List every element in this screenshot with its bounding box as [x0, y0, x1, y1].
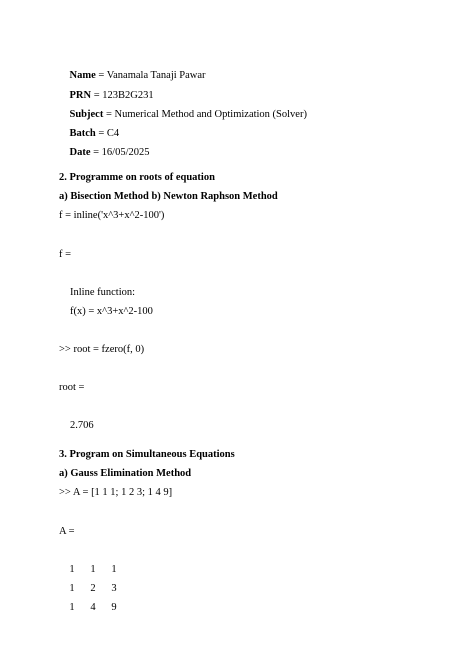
date-label: Date — [69, 147, 91, 158]
prn-value: = 123B2G231 — [91, 90, 154, 101]
matrix-cell: 3 — [111, 583, 117, 594]
section2-output-inline-function: Inline function: — [70, 287, 136, 298]
date-line — [59, 133, 150, 172]
prn-label: PRN — [69, 90, 92, 101]
section3-title: 3. Program on Simultaneous Equations — [59, 449, 235, 460]
section2-output-root-value: 2.706 — [70, 420, 94, 431]
section2-command-fzero: >> root = fzero(f, 0) — [59, 344, 145, 355]
matrix-cell: 2 — [90, 583, 96, 594]
date-value: = 16/05/2025 — [90, 147, 150, 158]
subject-value: = Numerical Method and Optimization (Solver) — [103, 109, 307, 120]
section2-command-inline: f = inline('x^3+x^2-100') — [59, 210, 165, 221]
batch-label: Batch — [69, 128, 96, 139]
section2-title: 2. Programme on roots of equation — [59, 172, 215, 183]
batch-value: = C4 — [95, 128, 120, 139]
section3-output-a: A = — [59, 526, 75, 537]
matrix-cell: 1 — [69, 602, 75, 613]
matrix-cell: 4 — [90, 602, 96, 613]
section3-subtitle: a) Gauss Elimination Method — [59, 468, 192, 479]
section2-subtitle: a) Bisection Method b) Newton Raphson Method — [59, 191, 278, 202]
subject-label: Subject — [69, 109, 104, 120]
section2-output-f: f = — [59, 249, 72, 260]
name-label: Name — [69, 70, 96, 81]
name-value: = Vanamala Tanaji Pawar — [95, 70, 206, 81]
matrix-cell: 1 — [111, 564, 117, 575]
section2-output-root: root = — [59, 382, 85, 393]
matrix-cell: 1 — [90, 564, 96, 575]
matrix-cell: 1 — [69, 564, 75, 575]
section3-command-matrix: >> A = [1 1 1; 1 2 3; 1 4 9] — [59, 487, 173, 498]
matrix-cell: 9 — [111, 602, 117, 613]
matrix-cell: 1 — [69, 583, 75, 594]
section2-output-fx: f(x) = x^3+x^2-100 — [70, 306, 153, 317]
